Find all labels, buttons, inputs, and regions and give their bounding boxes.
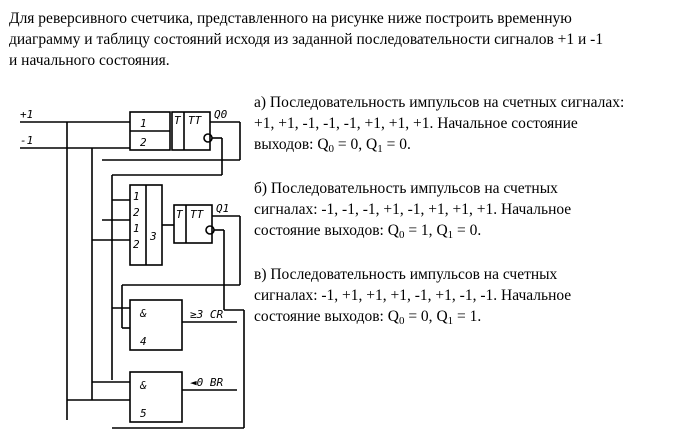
gate4-op: & [140,307,147,320]
task-statement [9,8,677,71]
input-plus-label: +1 [20,108,34,121]
option-c-state: состояние выходов: Q0 = 0, Q1 = 1. [254,308,482,327]
gate3-in3: 1 [133,222,140,235]
option-c-prefix: в) Последовательность импульсов на счетных [254,266,558,283]
gate3-in2: 2 [133,206,140,219]
tt0-tt-label: TT [188,114,202,127]
option-a-state: выходов: Q0 = 0, Q1 = 0. [254,136,411,155]
option-a [254,92,674,157]
gate5-num: 5 [140,407,147,420]
option-a-prefix: а) Последовательность импульсов на счетных сигналах: [254,94,625,111]
and-gate-5 [130,372,182,422]
task-line-3: и начального состояния. [9,52,170,69]
gate5-op: & [140,379,147,392]
tt1-inverse-output [206,226,214,234]
option-b [254,178,674,243]
counter-circuit-diagram [12,100,252,430]
task-line-2: диаграмму и таблицу состояний исходя из заданной последовательности сигналов +1 и -1 [9,31,604,48]
tt1-tt-label: TT [190,208,204,221]
tt1-t-label: T [176,208,183,221]
br-output-label: ◄0 BR [190,376,224,389]
option-b-state: состояние выходов: Q0 = 1, Q1 = 0. [254,222,482,241]
option-c-sequence: сигналах: -1, +1, +1, +1, -1, +1, -1, -1. Начальное [254,287,572,304]
option-b-prefix: б) Последовательность импульсов на счетных [254,180,558,197]
gate3-num: 3 [150,230,157,243]
gate1-top-label: 1 [140,117,147,130]
input-minus-label: -1 [20,134,34,147]
gate3-in4: 2 [133,238,140,251]
gate3-in1: 1 [133,190,140,203]
tt0-inverse-output [204,134,212,142]
option-c [254,264,674,329]
tt0-t-label: T [174,114,181,127]
option-b-sequence: сигналах: -1, -1, -1, +1, -1, +1, +1, +1. Начальное [254,201,572,218]
task-line-1: Для реверсивного счетчика, представленного на рисунке ниже построить временную [9,10,572,27]
task-options [254,92,674,350]
and-gate-4 [130,300,182,350]
gate1-bottom-label: 2 [140,136,147,149]
circuit-svg [12,100,252,430]
q1-output-label: Q1 [216,202,230,215]
gate4-num: 4 [140,335,147,348]
cr-output-label: ≥3 CR [190,308,224,321]
q0-output-label: Q0 [214,108,228,121]
option-a-sequence: +1, +1, -1, -1, -1, +1, +1, +1. Начальное состояние [254,115,578,132]
